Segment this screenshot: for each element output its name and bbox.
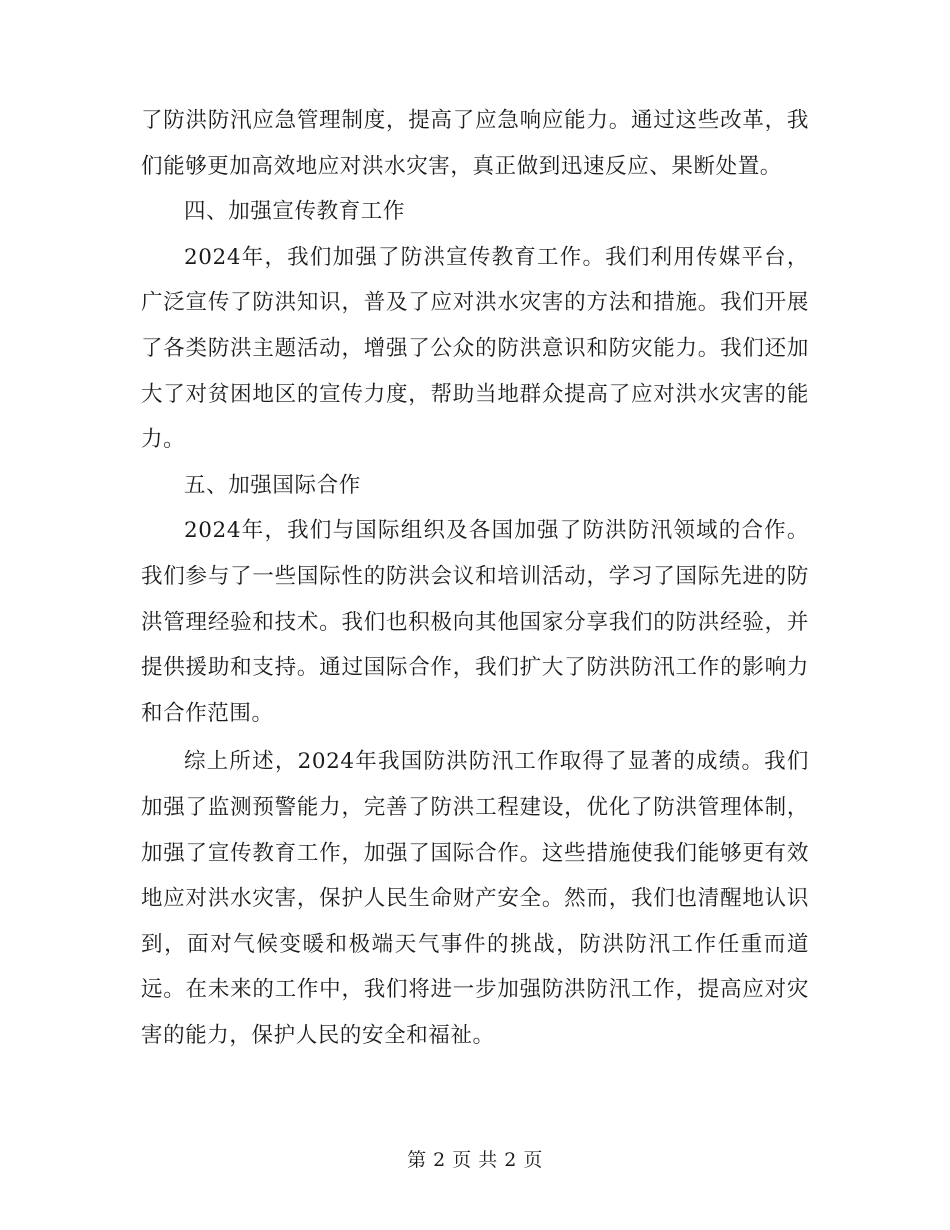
section-heading-international-cooperation: 五、加强国际合作	[184, 472, 361, 498]
section-heading-publicity-education: 四、加强宣传教育工作	[184, 199, 406, 225]
document-body	[141, 98, 809, 1058]
paragraph-intro-continued: 了防洪防汛应急管理制度，提高了应急响应能力。通过这些改革，我们能够更加高效地应对洪水灾害，真正做到迅速反应、果断处置。	[141, 108, 809, 179]
paragraph-conclusion: 综上所述，2024年我国防洪防汛工作取得了显著的成绩。我们加强了监测预警能力，完善了防洪工程建设，优化了防洪管理体制，加强了宣传教育工作，加强了国际合作。这些措施使我们能够更有效地应对洪水灾害，保护人民生命财产安全。然而，我们也清醒地认识到，面对气候变暖和极端天气事件的挑战，防洪防汛工作任重而道远。在未来的工作中，我们将进一步加强防洪防汛工作，提高应对灾害的能力，保护人民的安全和福祉。	[141, 749, 809, 1048]
page-number-footer: 第 2 页 共 2 页	[407, 1149, 543, 1171]
paragraph-publicity-education: 2024年，我们加强了防洪宣传教育工作。我们利用传媒平台，广泛宣传了防洪知识，普及了应对洪水灾害的方法和措施。我们开展了各类防洪主题活动，增强了公众的防洪意识和防灾能力。我们还加大了对贫困地区的宣传力度，帮助当地群众提高了应对洪水灾害的能力。	[141, 244, 809, 453]
paragraph-international-cooperation: 2024年，我们与国际组织及各国加强了防洪防汛领域的合作。我们参与了一些国际性的防洪会议和培训活动，学习了国际先进的防洪管理经验和技术。我们也积极向其他国家分享我们的防洪经验，并提供援助和支持。通过国际合作，我们扩大了防洪防汛工作的影响力和合作范围。	[141, 518, 809, 726]
